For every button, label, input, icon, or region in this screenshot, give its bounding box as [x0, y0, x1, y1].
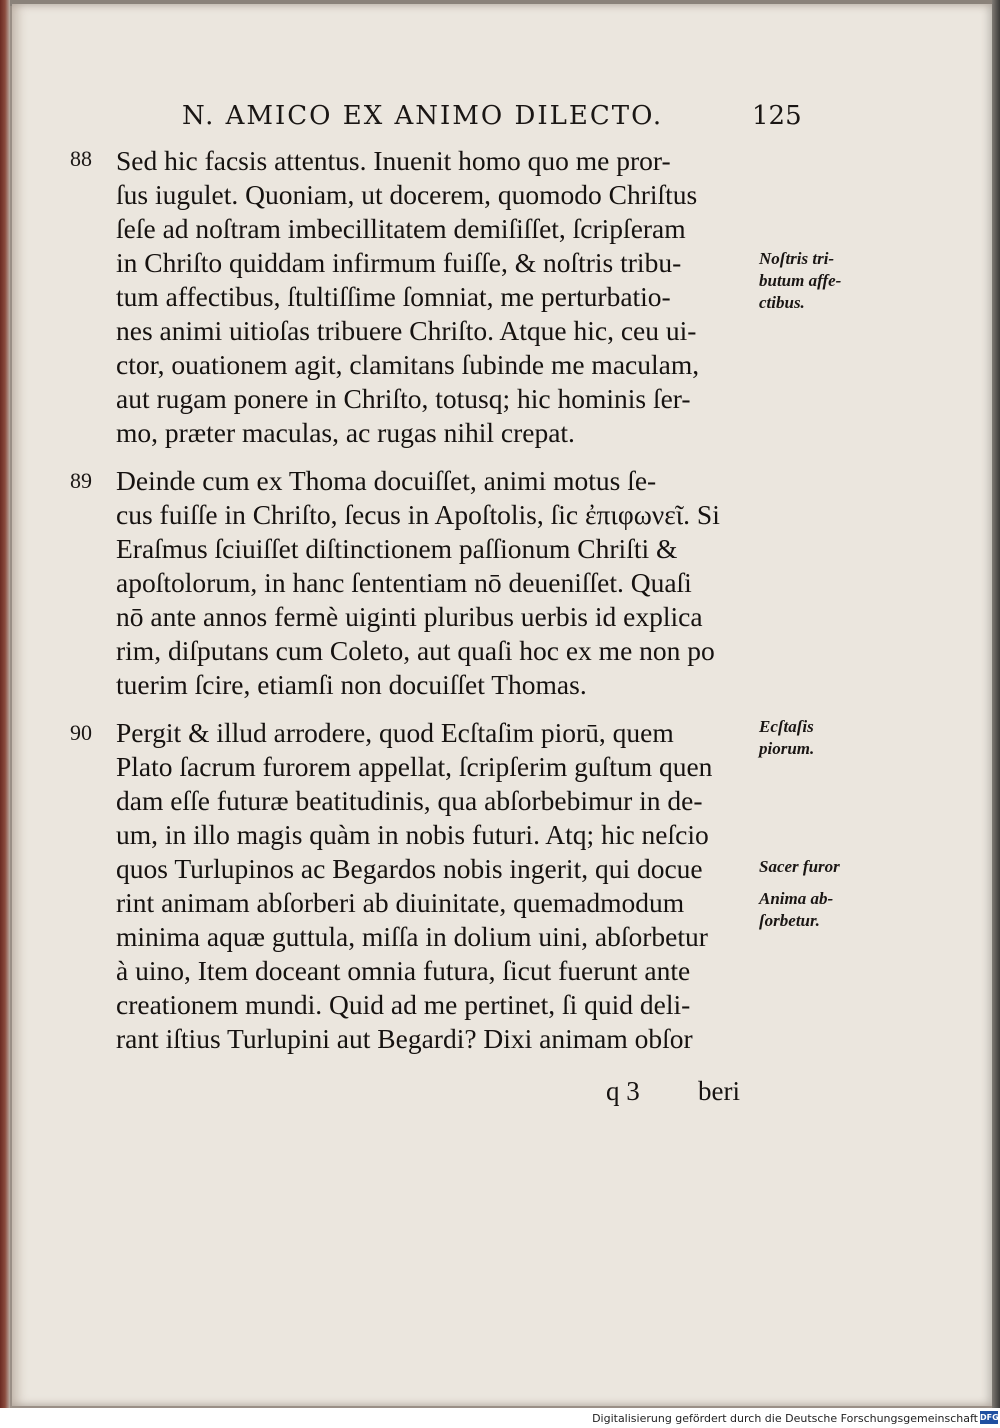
page-number: 125	[752, 101, 802, 131]
binding-edge	[0, 0, 10, 1408]
margin-note-line: butum affe-	[759, 271, 842, 290]
text-line: quos Turlupinos ac Begardos nobis ingerit, qui docue	[116, 853, 703, 884]
text-line: rint animam abſorberi ab diuinitate, quemadmodum	[116, 887, 685, 918]
text-line: nō ante annos fermè uiginti pluribus uerbis id explica	[116, 601, 703, 632]
margin-note-line: Noſtris tri-	[759, 249, 835, 268]
section-number: 90	[70, 720, 92, 745]
catchword: beri	[698, 1076, 740, 1106]
text-line: tum affectibus, ſtultiſſime ſomniat, me perturbatio-	[116, 281, 671, 312]
signature-mark: q 3	[606, 1076, 640, 1106]
text-line: mo, præter maculas, ac rugas nihil crepat.	[116, 417, 575, 448]
text-line: cus fuiſſe in Chriſto, ſecus in Apoſtolis, ſic ἐπιφωνεῖ. Si	[116, 499, 720, 530]
text-line: Deinde cum ex Thoma docuiſſet, animi motus ſe-	[116, 465, 657, 496]
text-line: um, in illo magis quàm in nobis futuri. Atq; hic neſcio	[116, 819, 709, 850]
text-line: aut rugam ponere in Chriſto, totusq; hic hominis ſer-	[116, 383, 691, 414]
margin-note-line: ſorbetur.	[759, 911, 820, 930]
section-number: 89	[70, 468, 92, 493]
margin-note	[759, 248, 841, 314]
margin-note-line: Ecſtaſis	[759, 717, 814, 736]
running-head: N. AMICO EX ANIMO DILECTO.	[182, 101, 664, 131]
margin-note	[759, 856, 840, 878]
section-number: 88	[70, 146, 92, 171]
text-line: creationem mundi. Quid ad me pertinet, ſi quid deli-	[116, 989, 691, 1020]
margin-note-line: ctibus.	[759, 293, 805, 312]
text-line: minima aquæ guttula, miſſa in dolium uini, abſorbetur	[116, 921, 708, 952]
margin-note-line: Anima ab-	[759, 889, 834, 908]
text-line: nes animi uitioſas tribuere Chriſto. Atque hic, ceu ui-	[116, 315, 697, 346]
margin-note-line: piorum.	[759, 739, 815, 758]
margin-note	[759, 888, 833, 932]
text-line: Eraſmus ſciuiſſet diſtinctionem paſſionum Chriſti &	[116, 533, 678, 564]
margin-note-line: Sacer furor	[759, 857, 840, 876]
digitization-credit: Digitalisierung gefördert durch die Deutsche Forschungsgemeinschaft	[592, 1412, 978, 1425]
margin-note	[759, 716, 814, 760]
text-line: rim, diſputans cum Coleto, aut quaſi hoc ex me non po	[116, 635, 715, 666]
page-edge-right	[992, 0, 1000, 1408]
text-line: Plato ſacrum furorem appellat, ſcripſerim guſtum quen	[116, 751, 713, 782]
text-line: à uino, Item doceant omnia futura, ſicut fuerunt ante	[116, 955, 691, 986]
text-line: rant iſtius Turlupini aut Begardi? Dixi animam obſor	[116, 1023, 693, 1054]
book-page	[12, 4, 992, 1406]
text-line: tuerim ſcire, etiamſi non docuiſſet Thomas.	[116, 669, 587, 700]
text-line: in Chriſto quiddam infirmum fuiſſe, & noſtris tribu-	[116, 247, 682, 278]
dfg-logo: DFG	[980, 1413, 999, 1422]
text-line: apoſtolorum, in hanc ſententiam nō deueniſſet. Quaſi	[116, 567, 692, 598]
text-line: ſeſe ad noſtram imbecillitatem demiſiſſet, ſcripſeram	[116, 213, 686, 244]
text-line: ctor, ouationem agit, clamitans ſubinde me maculam,	[116, 349, 700, 380]
text-line: dam eſſe futuræ beatitudinis, qua abſorbebimur in de-	[116, 785, 703, 816]
text-line: Sed hic facsis attentus. Inuenit homo quo me pror-	[116, 145, 671, 176]
text-line: Pergit & illud arrodere, quod Ecſtaſim piorū, quem	[116, 717, 674, 748]
text-line: ſus iugulet. Quoniam, ut docerem, quomodo Chriſtus	[116, 179, 698, 210]
